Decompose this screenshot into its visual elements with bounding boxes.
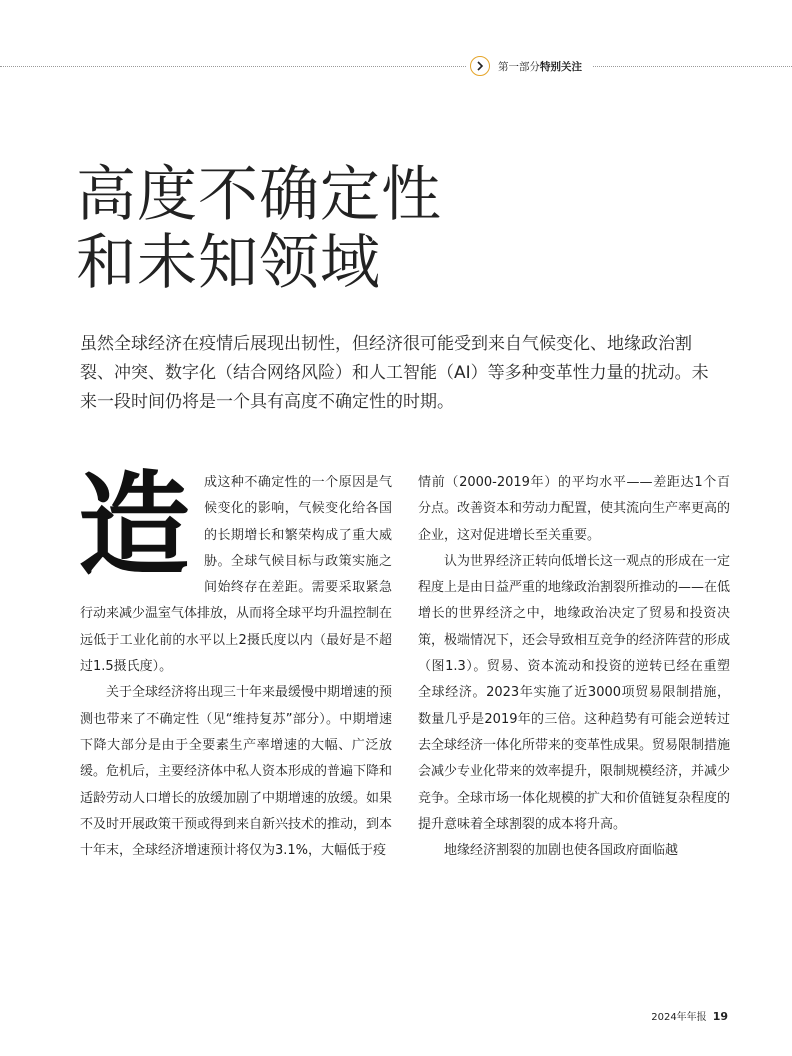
- section-label: 第一部分: [498, 60, 540, 73]
- report-name: 2024年年报: [651, 1012, 707, 1023]
- section-topic: 特别关注: [540, 60, 582, 73]
- body-paragraph: 关于全球经济将出现三十年来最缓慢中期增速的预测也带来了不确定性（见“维持复苏”部分）。中期增速下降大部分是由于全要素生产率增速的大幅、广泛放缓。危机后，主要经济体中私人资本形成的普遍下降和适龄劳动人口增长的放缓加剧了中期增速的放缓。如果不及时开展政策干预或得到来自新兴技术的推动，到本十年末，全球经济增速预计将仅为3.1%，大幅低于疫: [80, 685, 393, 859]
- page-title: [76, 161, 442, 297]
- page-number: 19: [712, 1010, 728, 1023]
- chevron-right-icon: [470, 56, 490, 76]
- body-paragraph: [78, 461, 393, 680]
- section-header-text: [498, 59, 582, 74]
- page-footer: [651, 1008, 728, 1023]
- body-paragraph: 认为世界经济正转向低增长这一观点的形成在一定程度上是由日益严重的地缘政治割裂所推动的——在低增长的世界经济之中，地缘政治决定了贸易和投资决策，极端情况下，还会导致相互竞争的经济阵营的形成（图1.3）。贸易、资本流动和投资的逆转已经在重塑全球经济。2023年实施了近3000项贸易限制措施，数量几乎是2019年的三倍。这种趋势有可能会逆转过去全球经济一体化所带来的变革性成果。贸易限制措施会减少专业化带来的效率提升，限制规模经济，并减少竞争。全球市场一体化规模的扩大和价值链复杂程度的提升意味着全球割裂的成本将升高。: [418, 553, 731, 832]
- page-title-line-2: 和未知领域: [76, 228, 381, 298]
- body-paragraph: 情前（2000-2019年）的平均水平——差距达1个百分点。改善资本和劳动力配置，使其流向生产率更高的企业，这对促进增长至关重要。: [418, 475, 731, 543]
- page-title-line-1: 高度不确定性: [76, 160, 442, 230]
- section-header: [466, 56, 592, 76]
- body-paragraph-text: 成这种不确定性的一个原因是气候变化的影响，气候变化给各国的长期增长和繁荣构成了重大威胁。全球气候目标与政策实施之间始终存在差距。需要采取紧急行动来减少温室气体排放，从而将全球平均升温控制在远低于工业化前的水平以上2摄氏度以内（最好是不超过1.5摄氏度）。: [80, 475, 393, 675]
- body-paragraph: 地缘经济割裂的加剧也使各国政府面临越: [444, 843, 679, 859]
- body-column-right: [418, 470, 730, 864]
- body-column-left: [78, 461, 393, 864]
- header-dotted-rule: [0, 66, 792, 67]
- lead-paragraph: 虽然全球经济在疫情后展现出韧性，但经济很可能受到来自气候变化、地缘政治割裂、冲突、数字化（结合网络风险）和人工智能（AI）等多种变革性力量的扰动。未来一段时间仍将是一个具有高度不确定性的时期。: [80, 334, 709, 412]
- drop-cap: 造: [78, 461, 190, 591]
